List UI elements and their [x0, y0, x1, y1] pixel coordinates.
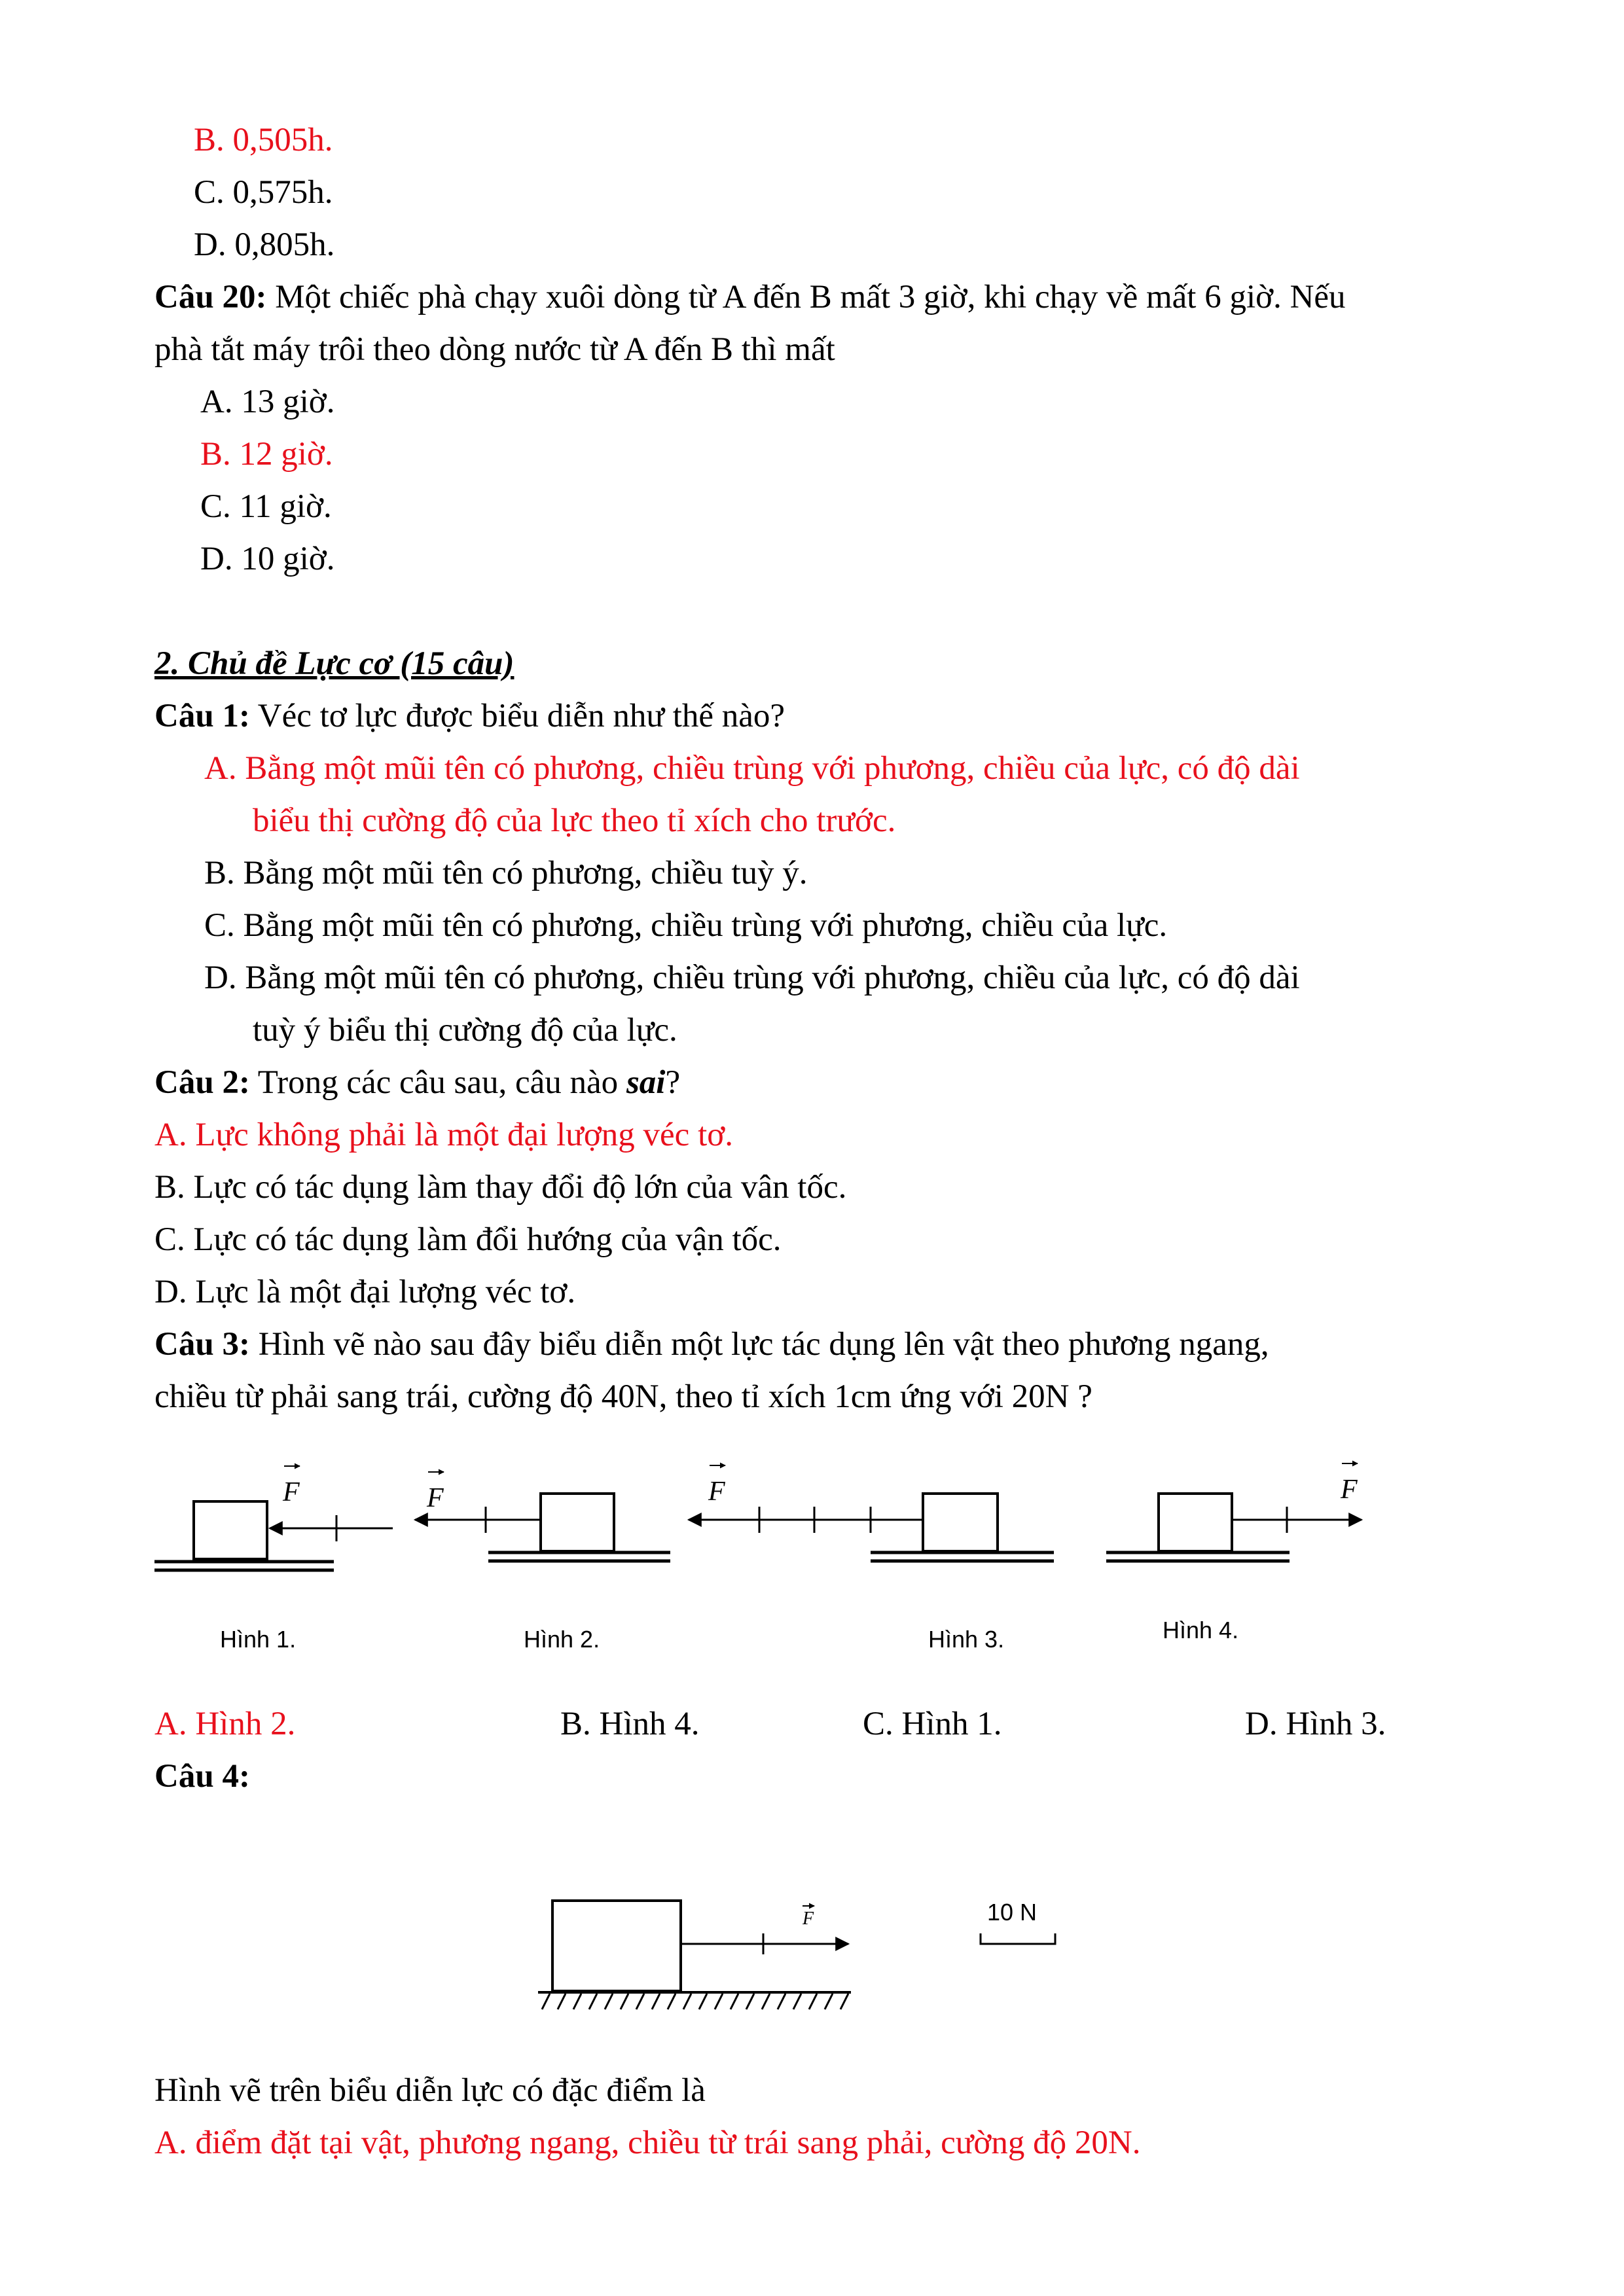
figure-1-caption: Hình 1.: [220, 1626, 297, 1653]
q2-option-b: B. Lực có tác dụng làm thay đổi độ lớn của vân tốc.: [154, 1169, 847, 1206]
q3-option-d: D. Hình 3.: [1245, 1706, 1386, 1742]
q20-option-c: C. 11 giờ.: [200, 488, 332, 525]
q2-emphasis: sai: [626, 1064, 666, 1101]
q2-option-d: D. Lực là một đại lượng véc tơ.: [154, 1274, 576, 1310]
q20-option-d: D. 10 giờ.: [200, 541, 335, 577]
q20-option-b: B. 12 giờ.: [200, 436, 333, 473]
figure-2-force-label: F: [427, 1483, 444, 1513]
figure-2-caption: Hình 2.: [524, 1626, 600, 1653]
section-title: 2. Chủ đề Lực cơ (15 câu): [154, 645, 514, 682]
q4-question: Hình vẽ trên biểu diễn lực có đặc điểm là: [154, 2072, 706, 2109]
q3-label: Câu 3:: [154, 1326, 250, 1363]
q3-text-line2: chiều từ phải sang trái, cường độ 40N, theo tỉ xích 1cm ứng với 20N ?: [154, 1378, 1092, 1415]
q20-label: Câu 20:: [154, 279, 267, 315]
q4-ground-hatching: [542, 1994, 848, 2009]
q1-option-d-line2: tuỳ ý biểu thị cường độ của lực.: [253, 1012, 677, 1049]
q1-option-c: C. Bằng một mũi tên có phương, chiều trùng với phương, chiều của lực.: [204, 907, 1168, 944]
q20-option-a: A. 13 giờ.: [200, 384, 335, 420]
q4-scale-label: 10 N: [987, 1899, 1038, 1926]
q3-option-b: B. Hình 4.: [560, 1706, 700, 1742]
q4-block: [552, 1901, 681, 1991]
q20-text-line2: phà tắt máy trôi theo dòng nước từ A đến B thì mất: [154, 331, 835, 368]
figure-4-caption: Hình 4.: [1163, 1617, 1239, 1643]
q4-force-label: F: [803, 1909, 814, 1929]
figure-3-caption: Hình 3.: [928, 1626, 1005, 1653]
q3-option-c: C. Hình 1.: [863, 1706, 1002, 1742]
q19-option-c: C. 0,575h.: [194, 174, 333, 211]
figure-3-force-label: F: [708, 1477, 725, 1507]
q1-text: Véc tơ lực được biểu diễn như thế nào?: [249, 698, 785, 734]
q20-text-line1: Một chiếc phà chạy xuôi dòng từ A đến B mất 3 giờ, khi chạy về mất 6 giờ. Nếu: [266, 279, 1346, 315]
q2-option-a: A. Lực không phải là một đại lượng véc tơ.: [154, 1117, 733, 1153]
q2-label: Câu 2:: [154, 1064, 250, 1101]
figure-4-force-label: F: [1341, 1475, 1358, 1505]
figure-1-force-label: F: [283, 1477, 300, 1507]
q3-option-a: A. Hình 2.: [154, 1706, 296, 1742]
q2-text-before: Trong các câu sau, câu nào: [249, 1064, 626, 1101]
q4-label: Câu 4:: [154, 1758, 250, 1795]
q1-option-b: B. Bằng một mũi tên có phương, chiều tuỳ ý.: [204, 855, 808, 891]
q19-option-b: B. 0,505h.: [194, 122, 333, 158]
q2-option-c: C. Lực có tác dụng làm đổi hướng của vận tốc.: [154, 1221, 782, 1258]
q1-option-a-line2: biểu thị cường độ của lực theo tỉ xích cho trước.: [253, 802, 896, 839]
q2-text-after: ?: [665, 1064, 681, 1101]
q3-text-line1: Hình vẽ nào sau đây biểu diễn một lực tác dụng lên vật theo phương ngang,: [249, 1326, 1269, 1363]
q1-option-d-line1: D. Bằng một mũi tên có phương, chiều trùng với phương, chiều của lực, có độ dài: [204, 960, 1300, 996]
q19-option-d: D. 0,805h.: [194, 226, 335, 263]
q1-label: Câu 1:: [154, 698, 250, 734]
q1-option-a-line1: A. Bằng một mũi tên có phương, chiều trùng với phương, chiều của lực, có độ dài: [204, 750, 1300, 787]
q4-scale-bar: [981, 1933, 1055, 1944]
q4-option-a: A. điểm đặt tại vật, phương ngang, chiều từ trái sang phải, cường độ 20N.: [154, 2125, 1141, 2161]
